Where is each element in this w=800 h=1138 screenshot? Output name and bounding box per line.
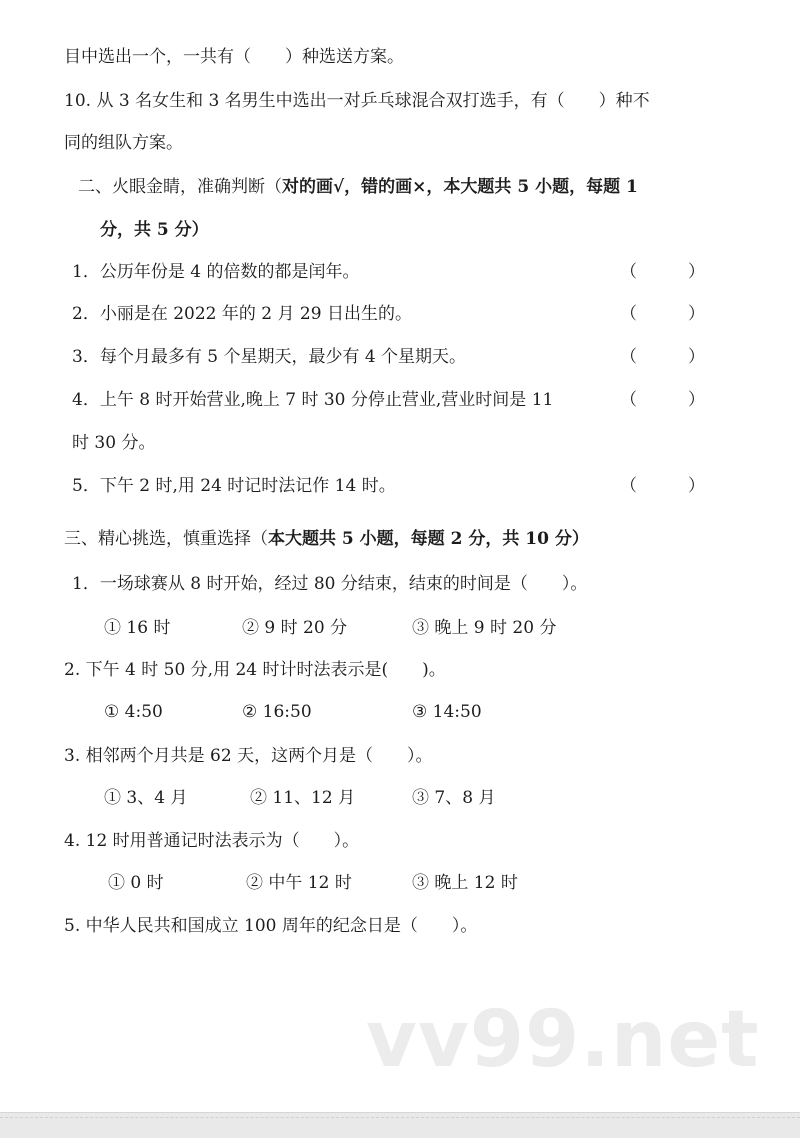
section-3-heading-rules: 本大题共 5 小题，每题 2 分，共 10 分） (268, 529, 589, 549)
option-c[interactable]: ③ 晚上 9 时 20 分 (412, 618, 557, 638)
option-c[interactable]: ③ 晚上 12 时 (412, 873, 518, 893)
option-c[interactable]: ③ 14:50 (412, 702, 482, 722)
option-a[interactable]: ① 4:50 (104, 702, 163, 722)
page-bottom-bar (0, 1112, 800, 1138)
page-divider (0, 1117, 800, 1118)
answer-bracket[interactable]: （ ） (620, 262, 705, 282)
option-b[interactable]: ② 中午 12 时 (246, 873, 352, 893)
option-b[interactable]: ② 9 时 20 分 (242, 618, 348, 638)
answer-bracket[interactable]: （ ） (620, 476, 705, 496)
section-3-heading-title: 三、精心挑选，慎重选择（ (64, 529, 268, 549)
section-2-heading-title: 二、火眼金睛，准确判断（ (78, 177, 282, 197)
option-b[interactable]: ② 11、12 月 (250, 788, 356, 808)
answer-bracket[interactable]: （ ） (620, 347, 705, 367)
option-a[interactable]: ① 3、4 月 (104, 788, 188, 808)
answer-bracket[interactable]: （ ） (620, 390, 705, 410)
option-b[interactable]: ② 16:50 (242, 702, 312, 722)
worksheet-page: 目中选出一个，一共有（ ）种选送方案。 10. 从 3 名女生和 3 名男生中选出一对乒乓球混合双打选手，有（ ）种不 同的组队方案。 二、火眼金睛，准确判断（对的画√，错的画×，本大题共 5 小题，每题 1 分，共 5 分） 1．公历年份是 4 的倍数的都是闰年。 （ ） 2．小丽是在 2022 年的 2 月 29 日出生的。 （ ） 3．每个月最多有 5 个星期天，最少有 4 个星期天。 （ ） 4．上午 8 时开始营业,晚上 7 时 30 分停止营业,营业时间是 11 （ ） 时 30 分。 5．下午 2 时,用 24 时记时法记作 14 时。 （ ） 三、精心挑选，慎重选择（本大题共 5 小题，每题 2 分，共 10 分） 1．一场球赛从 8 时开始，经过 80 分结束，结束的时间是（ ）。 ① 16 时 ② 9 时 20 分 ③ 晚上 9 时 20 分 2. 下午 4 时 50 分,用 24 时计时法表示是( )。 ① 4:50 ② 16:50 ③ 14:50 3. 相邻两个月共是 62 天，这两个月是（ ）。 ① 3、4 月 ② 11、12 月 ③ 7、8 月 4. 12 时用普通记时法表示为（ ）。 ① 0 时 ② 中午 12 时 ③ 晚上 12 时 5. 中华人民共和国成立 100 周年的纪念日是（ ）。 vv99.net (0, 0, 800, 1137)
answer-bracket[interactable]: （ ） (620, 304, 705, 324)
option-a[interactable]: ① 0 时 (108, 873, 164, 893)
option-c[interactable]: ③ 7、8 月 (412, 788, 496, 808)
watermark: vv99.net (366, 995, 760, 1085)
section-2-heading-rules: 对的画√，错的画×，本大题共 5 小题，每题 1 (282, 177, 638, 197)
option-a[interactable]: ① 16 时 (104, 618, 171, 638)
